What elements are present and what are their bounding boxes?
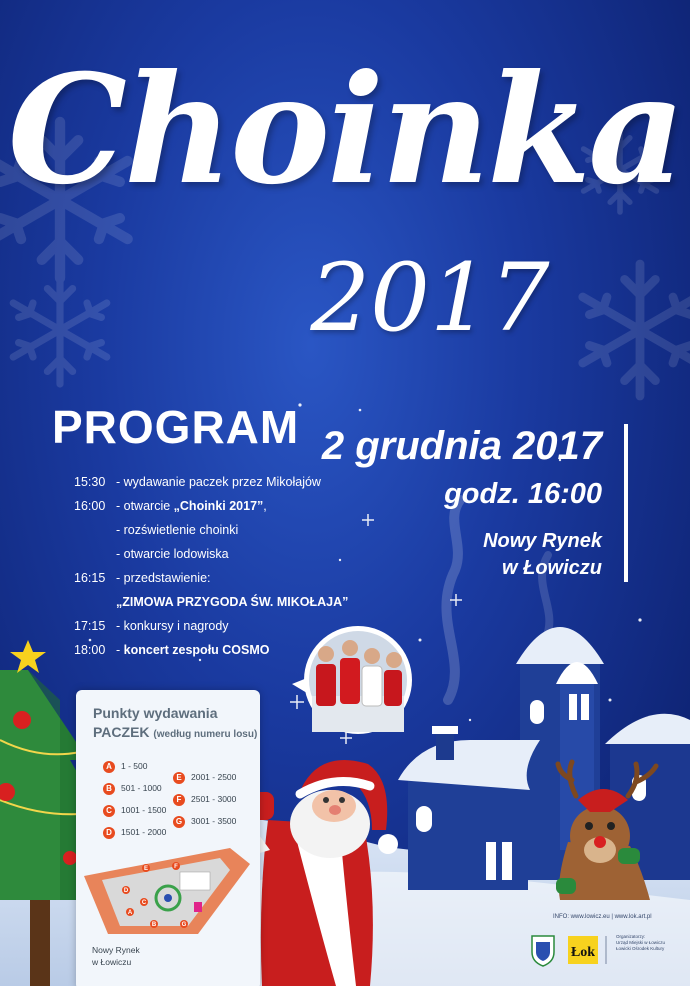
legend-item [173,792,236,806]
organizer-logos [528,932,678,968]
legend-range: 2001 - 2500 [191,772,237,782]
map-label: C [141,900,147,906]
schedule-text-part: - otwarcie [116,499,174,513]
event-date: 2 grudnia 2017 [321,424,602,468]
event-place [483,528,602,582]
schedule-time: 16:15 [74,571,106,585]
legend-badge: E [173,772,185,784]
map-caption-line2: w Łowiczu [92,957,132,967]
panel-subtitle [93,724,257,740]
lok-logo: Łok [570,945,596,960]
map-caption [92,944,140,968]
legend-range: 3001 - 3500 [191,816,237,826]
organizers-label [616,934,680,952]
legend-range: 1001 - 1500 [121,805,167,815]
legend-badge: A [103,761,115,773]
schedule-bold: „ZIMOWA PRZYGODA ŚW. MIKOŁAJA” [116,595,349,609]
legend-item [103,825,166,839]
schedule-text: - wydawanie paczek przez Mikołajów [116,475,321,489]
schedule-time: 17:15 [74,619,106,633]
logo-icons [528,932,616,968]
map-caption-line1: Nowy Rynek [92,945,140,955]
house-icon [398,627,690,890]
panel-subtitle-main: PACZEK [93,724,150,740]
schedule-text: - konkursy i nagrody [116,619,229,633]
schedule-bold: koncert zespołu COSMO [123,643,270,657]
schedule-text [116,498,267,514]
legend-badge: B [103,783,115,795]
legend-range: 1501 - 2000 [121,827,167,837]
poster-year: 2017 [310,244,550,353]
legend-item [173,770,236,784]
event-place-line2: w Łowiczu [502,557,602,579]
legend-item [103,803,166,817]
map-label: G [181,922,187,928]
event-place-line1: Nowy Rynek [483,530,602,552]
legend-badge: D [103,827,115,839]
schedule-text: - otwarcie lodowiska [116,547,229,561]
map-label: E [143,866,149,872]
footer-info: INFO: www.lowicz.eu | www.lok.art.pl [553,914,652,920]
schedule-text: - przedstawienie: [116,571,211,585]
poster-title: Choinka [7,42,683,218]
schedule-text: - rozświetlenie choinki [116,523,239,537]
legend-item [103,759,147,773]
event-time: godz. 16:00 [444,478,602,510]
map-label: B [151,922,157,928]
map-label: D [123,888,129,894]
legend-range: 501 - 1000 [121,783,162,793]
legend-badge: F [173,794,185,806]
schedule-time: 15:30 [74,475,106,489]
star-icon [10,640,46,673]
panel-subtitle-note: (według numeru losu) [153,729,258,740]
panel-title: Punkty wydawania [93,705,218,721]
schedule-text [116,594,348,610]
legend-item [103,781,162,795]
schedule-time: 16:00 [74,499,106,513]
legend-item [173,814,236,828]
legend-range: 2501 - 3000 [191,794,237,804]
legend-badge: C [103,805,115,817]
map-label: A [127,910,133,916]
legend-badge: G [173,816,185,828]
divider-bar [624,424,628,582]
distribution-points-panel [76,690,260,986]
organizers-line1: Urząd Miejski w Łowiczu [616,940,666,945]
legend-range: 1 - 500 [121,761,148,771]
organizers-line2: Łowicki Ośrodek Kultury [616,946,665,951]
schedule-text [116,642,270,658]
schedule-time: 18:00 [74,643,106,657]
schedule-bold: „Choinki 2017” [173,499,264,513]
schedule-text-part: - [116,643,124,657]
program-heading: PROGRAM [52,401,300,453]
organizers-heading: Organizatorzy: [616,934,646,939]
schedule-suffix: , [263,499,267,513]
market-square-map [80,840,256,936]
map-label: F [174,864,178,870]
band-photo [292,626,412,734]
